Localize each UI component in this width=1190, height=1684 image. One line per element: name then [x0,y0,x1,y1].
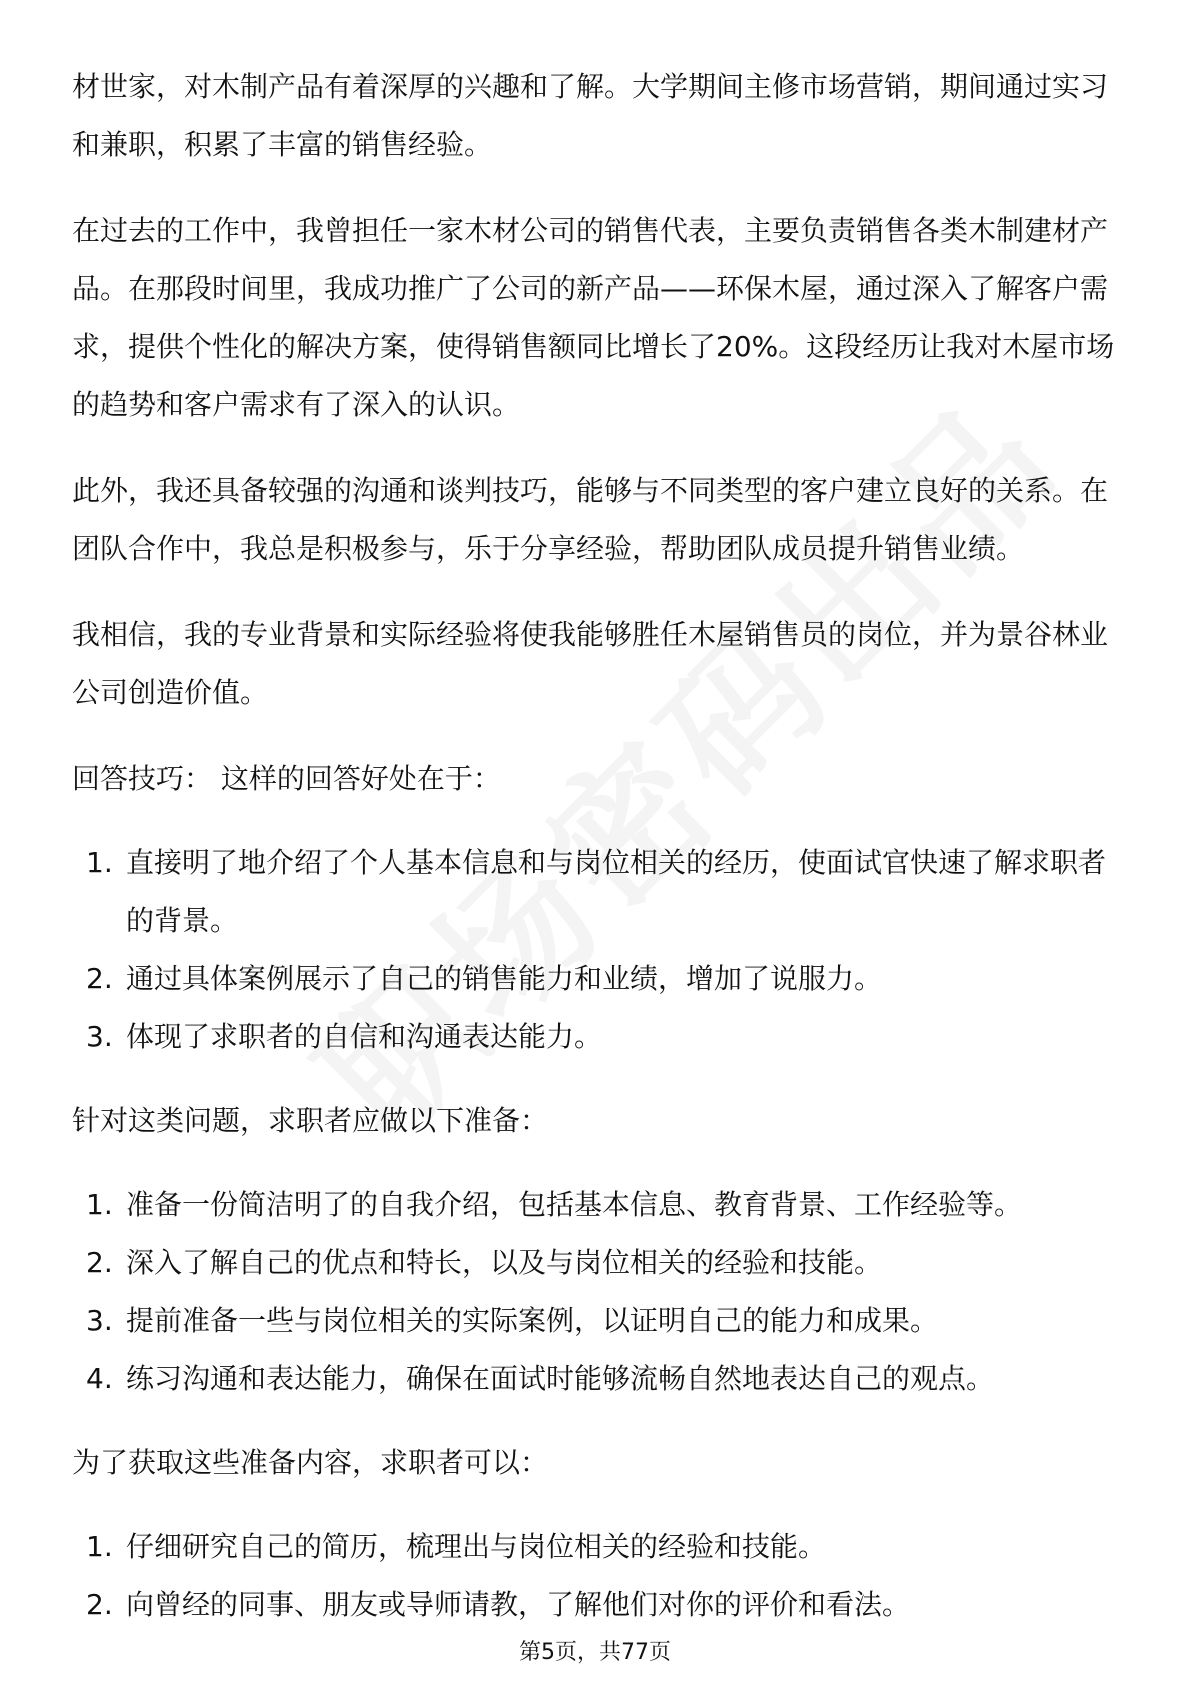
list-item [72,1576,1120,1634]
paragraph-work-experience: 在过去的工作中，我曾担任一家木材公司的销售代表，主要负责销售各类木制建材产品。在那段时间里，我成功推广了公司的新产品——环保木屋，通过深入了解客户需求，提供个性化的解决方案，使得销售额同比增长了20%。这段经历让我对木屋市场的趋势和客户需求有了深入的认识。 [72,214,1115,421]
list-item [72,1292,1120,1350]
list-item-number: 1. [86,1530,113,1563]
list-item-number: 1. [86,846,113,879]
page-number-footer: 第5页，共77页 [519,1640,671,1665]
list-item [72,950,1120,1008]
paragraph-conclusion: 我相信，我的专业背景和实际经验将使我能够胜任木屋销售员的岗位，并为景谷林业公司创造价值。 [72,618,1109,709]
heading-how-to-obtain: 为了获取这些准备内容，求职者可以： [72,1446,549,1479]
list-item [72,1176,1120,1234]
obtain-list [72,1518,1120,1634]
list-item [72,1350,1120,1408]
list-item-number: 4. [86,1362,113,1395]
document-body [72,58,1120,1660]
paragraph-background: 材世家，对木制产品有着深厚的兴趣和了解。大学期间主修市场营销，期间通过实习和兼职，积累了丰富的销售经验。 [72,70,1109,161]
list-item-text: 准备一份简洁明了的自我介绍，包括基本信息、教育背景、工作经验等。 [126,1188,1023,1221]
list-item [72,1518,1120,1576]
list-item-number: 2. [86,1588,113,1621]
list-item-text: 练习沟通和表达能力，确保在面试时能够流畅自然地表达自己的观点。 [126,1362,995,1395]
list-item-number: 2. [86,962,113,995]
list-item-text: 通过具体案例展示了自己的销售能力和业绩，增加了说服力。 [126,962,883,995]
list-item-number: 3. [86,1304,113,1337]
list-item-number: 3. [86,1020,113,1053]
list-item-text: 仔细研究自己的简历，梳理出与岗位相关的经验和技能。 [126,1530,827,1563]
list-item [72,834,1120,950]
answer-tips-list [72,834,1120,1066]
paragraph-skills: 此外，我还具备较强的沟通和谈判技巧，能够与不同类型的客户建立良好的关系。在团队合作中，我总是积极参与，乐于分享经验，帮助团队成员提升销售业绩。 [72,474,1109,565]
list-item-number: 1. [86,1188,113,1221]
heading-answer-tips: 回答技巧： 这样的回答好处在于： [72,762,501,795]
list-item-text: 体现了求职者的自信和沟通表达能力。 [126,1020,603,1053]
list-item-text: 直接明了地介绍了个人基本信息和与岗位相关的经历，使面试官快速了解求职者的背景。 [126,846,1107,937]
list-item [72,1234,1120,1292]
preparation-list [72,1176,1120,1408]
list-item-text: 深入了解自己的优点和特长，以及与岗位相关的经验和技能。 [126,1246,883,1279]
list-item-text: 提前准备一些与岗位相关的实际案例，以证明自己的能力和成果。 [126,1304,939,1337]
heading-preparation: 针对这类问题，求职者应做以下准备： [72,1104,549,1137]
list-item [72,1008,1120,1066]
list-item-text: 向曾经的同事、朋友或导师请教，了解他们对你的评价和看法。 [126,1588,911,1621]
list-item-number: 2. [86,1246,113,1279]
